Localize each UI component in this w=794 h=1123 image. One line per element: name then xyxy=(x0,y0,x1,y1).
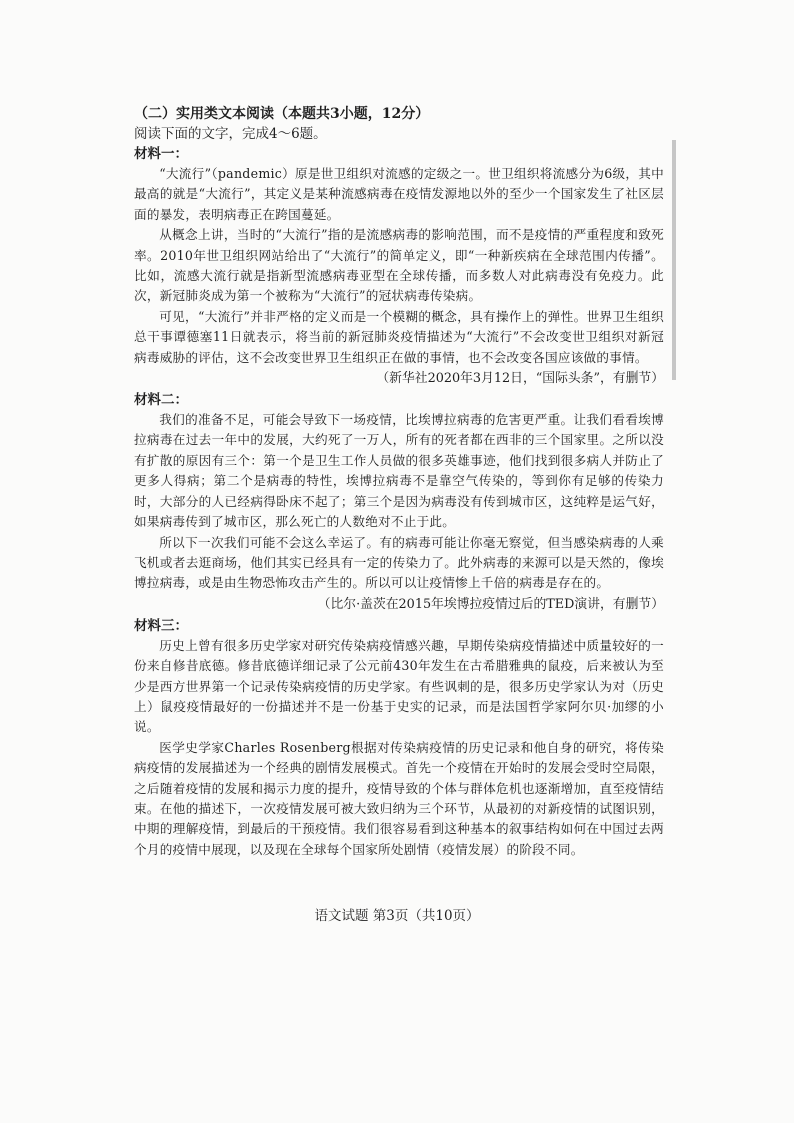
material-3 xyxy=(134,616,664,860)
paragraph: “大流行”（pandemic）原是世卫组织对流感的定级之一。世卫组织将流感分为6级，其中最高的就是“大流行”，其定义是某种流感病毒在疫情发源地以外的至少一个国家发生了社区层面的暴发，表明病毒正在跨国蔓延。 xyxy=(134,166,664,222)
paragraph: 医学史学家Charles Rosenberg根据对传染病疫情的历史记录和他自身的研究，将传染病疫情的发展描述为一个经典的剧情发展模式。首先一个疫情在开始时的发展会受时空局限，之后随着疫情的发展和揭示力度的提升，疫情导致的个体与群体危机也逐渐增加，直至疫情结束。在他的描述下，一次疫情发展可被大致归纳为三个环节，从最初的对新疫情的试图识别，中期的理解疫情，到最后的干预疫情。我们很容易看到这种基本的叙事结构如何在中国过去两个月的疫情中展现，以及现在全球每个国家所处剧情（疫情发展）的阶段不同。 xyxy=(134,739,664,857)
material-2 xyxy=(134,390,664,616)
paragraph: 可见，“大流行”并非严格的定义而是一个模糊的概念，具有操作上的弹性。世界卫生组织总干事谭德塞11日就表示，将当前的新冠肺炎疫情描述为“大流行”不会改变世卫组织对新冠病毒威胁的评估，这不会改变世界卫生组织正在做的事情，也不会改变各国应该做的事情。 xyxy=(134,308,664,365)
material-label: 材料二： xyxy=(134,392,188,409)
section-title: （二）实用类文本阅读（本题共3小题，12分） xyxy=(134,106,430,122)
scan-shadow xyxy=(672,140,676,380)
source-citation: （比尔·盖茨在2015年埃博拉疫情过后的TED演讲，有删节） xyxy=(317,596,664,612)
instruction-text: 阅读下面的文字，完成4～6题。 xyxy=(134,126,327,142)
source-citation: （新华社2020年3月12日，“国际头条”，有删节） xyxy=(376,371,664,387)
page-footer: 语文试题 第3页（共10页） xyxy=(314,908,480,924)
reading-section xyxy=(134,104,664,860)
material-label: 材料三： xyxy=(134,617,188,634)
material-label: 材料一： xyxy=(134,146,188,162)
paragraph: 我们的准备不足，可能会导致下一场疫情，比埃博拉病毒的危害更严重。让我们看看埃博拉病毒在过去一年中的发展，大约死了一万人，所有的死者都在西非的三个国家里。之所以没有扩散的原因有三个：第一个是卫生工作人员做的很多英雄事迹，他们找到很多病人并防止了更多人得病；第二个是病毒的特性，埃博拉病毒不是靠空气传染的，等到你有足够的传染力时，大部分的人已经病得卧床不起了；第三个是因为病毒没有传到城市区，这纯粹是运气好，如果病毒传到了城市区，那么死亡的人数绝对不止于此。 xyxy=(134,412,664,530)
paragraph: 所以下一次我们可能不会这么幸运了。有的病毒可能让你毫无察觉，但当感染病毒的人乘飞机或者去逛商场，他们其实已经具有一定的传染力了。此外病毒的来源可以是天然的，像埃博拉病毒，或是由生物恐怖攻击产生的。所以可以让疫情惨上千倍的病毒是存在的。 xyxy=(134,534,664,591)
paragraph: 从概念上讲，当时的“大流行”指的是流感病毒的影响范围，而不是疫情的严重程度和致死率。2010年世卫组织网站给出了“大流行”的简单定义，即“一种新疾病在全球范围内传播”。比如，流感大流行就是指新型流感病毒亚型在全球传播，而多数人对此病毒没有免疫力。此次，新冠肺炎成为第一个被称为“大流行”的冠状病毒传染病。 xyxy=(134,227,664,304)
material-1 xyxy=(134,144,664,390)
paragraph: 历史上曾有很多历史学家对研究传染病疫情感兴趣，早期传染病疫情描述中质量较好的一份来自修昔底德。修昔底德详细记录了公元前430年发生在古希腊雅典的鼠疫，后来被认为至少是西方世界第一个记录传染病疫情的历史学家。有些讽刺的是，很多历史学家认为对（历史上）鼠疫疫情最好的一份描述并不是一份基于史实的记录，而是法国哲学家阿尔贝·加缪的小说。 xyxy=(134,637,664,735)
